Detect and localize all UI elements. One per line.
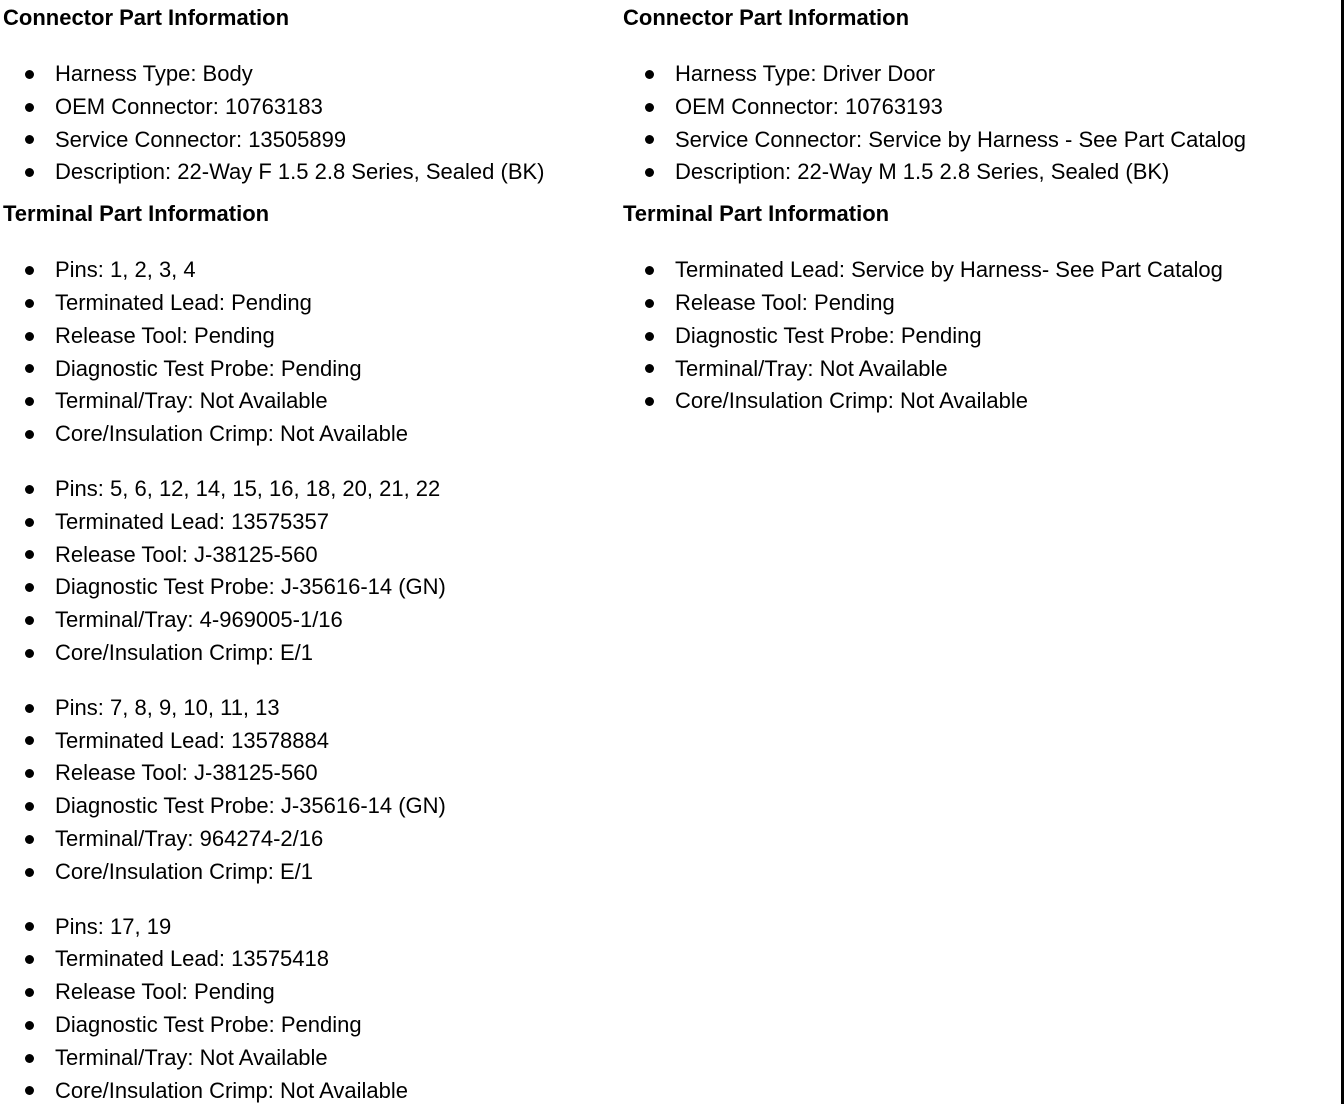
- list-item-text: Terminated Lead: Service by Harness- See Part Catalog: [675, 257, 1223, 283]
- terminal-part-info-section-left: [3, 200, 619, 1107]
- list-item: [3, 385, 619, 418]
- bullet-icon: [25, 364, 34, 373]
- bullet-icon: [645, 70, 654, 79]
- left-column: [3, 4, 619, 1107]
- list-item: [3, 91, 619, 124]
- bullet-icon: [25, 868, 34, 877]
- list-item-text: Core/Insulation Crimp: Not Available: [675, 388, 1028, 414]
- list-item: [3, 58, 619, 91]
- list-item: [623, 124, 1335, 157]
- list-item: [623, 58, 1335, 91]
- list-item-text: Terminated Lead: Pending: [55, 289, 312, 315]
- list-item: [623, 320, 1335, 353]
- list-item: [3, 911, 619, 944]
- list-item-text: Core/Insulation Crimp: Not Available: [55, 421, 408, 447]
- list-item-text: Pins: 17, 19: [55, 913, 172, 939]
- bullet-icon: [645, 135, 654, 144]
- list-item: [3, 571, 619, 604]
- list-item: [3, 254, 619, 287]
- terminal-group-2: [3, 473, 619, 670]
- bullet-icon: [25, 397, 34, 406]
- list-item-text: Core/Insulation Crimp: Not Available: [55, 1077, 408, 1103]
- list-item-text: Release Tool: J-38125-560: [55, 760, 318, 786]
- list-item-text: Diagnostic Test Probe: J-35616-14 (GN): [55, 793, 446, 819]
- list-item-text: Diagnostic Test Probe: Pending: [55, 1011, 362, 1037]
- list-item: [3, 506, 619, 539]
- list-item-text: Core/Insulation Crimp: E/1: [55, 858, 313, 884]
- list-item: [3, 1075, 619, 1107]
- list-item-text: Terminal/Tray: Not Available: [675, 355, 948, 381]
- list-item-text: Terminal/Tray: 4-969005-1/16: [55, 607, 343, 633]
- bullet-icon: [25, 299, 34, 308]
- list-item-text: Pins: 5, 6, 12, 14, 15, 16, 18, 20, 21, 22: [55, 475, 441, 501]
- list-item: [3, 823, 619, 856]
- connector-part-info-section-left: [3, 4, 619, 189]
- terminal-part-info-heading: Terminal Part Information: [3, 201, 270, 227]
- list-item: [3, 637, 619, 670]
- list-item-text: Release Tool: Pending: [675, 289, 895, 315]
- bullet-icon: [645, 332, 654, 341]
- list-item: [3, 124, 619, 157]
- bullet-icon: [25, 769, 34, 778]
- list-item: [3, 790, 619, 823]
- bullet-icon: [25, 70, 34, 79]
- list-item: [3, 856, 619, 889]
- list-item-text: Terminated Lead: 13575418: [55, 946, 329, 972]
- terminal-group-1: [3, 254, 619, 451]
- list-item-text: Pins: 1, 2, 3, 4: [55, 257, 196, 283]
- list-item: [3, 320, 619, 353]
- bullet-icon: [25, 430, 34, 439]
- list-item-text: Release Tool: J-38125-560: [55, 541, 318, 567]
- list-item: [3, 976, 619, 1009]
- list-item: [3, 539, 619, 572]
- list-item: [623, 254, 1335, 287]
- list-item: [3, 1042, 619, 1075]
- list-item: [3, 473, 619, 506]
- connector-info-list: [623, 58, 1335, 189]
- list-item: [3, 725, 619, 758]
- bullet-icon: [645, 299, 654, 308]
- bullet-icon: [25, 266, 34, 275]
- bullet-icon: [25, 1054, 34, 1063]
- bullet-icon: [645, 397, 654, 406]
- list-item-text: Terminal/Tray: Not Available: [55, 1044, 328, 1070]
- list-item-text: Harness Type: Driver Door: [675, 61, 936, 86]
- bullet-icon: [645, 103, 654, 112]
- list-item: [3, 943, 619, 976]
- list-item: [623, 353, 1335, 386]
- right-column: [623, 4, 1335, 418]
- list-item-text: Diagnostic Test Probe: J-35616-14 (GN): [55, 574, 446, 600]
- list-item: [623, 156, 1335, 189]
- bullet-icon: [25, 583, 34, 592]
- list-item: [3, 692, 619, 725]
- bullet-icon: [25, 485, 34, 494]
- list-item-text: Release Tool: Pending: [55, 322, 275, 348]
- list-item-text: Service Connector: 13505899: [55, 126, 347, 152]
- list-item: [3, 757, 619, 790]
- list-item-text: Pins: 7, 8, 9, 10, 11, 13: [55, 694, 280, 720]
- list-item: [623, 385, 1335, 418]
- list-item-text: Diagnostic Test Probe: Pending: [675, 322, 982, 348]
- bullet-icon: [25, 135, 34, 144]
- list-item: [3, 353, 619, 386]
- list-item-text: Terminated Lead: 13575357: [55, 508, 329, 534]
- bullet-icon: [25, 802, 34, 811]
- list-item-text: Terminated Lead: 13578884: [55, 727, 329, 753]
- terminal-group-4: [3, 911, 619, 1107]
- list-item-text: Core/Insulation Crimp: E/1: [55, 639, 313, 665]
- list-item: [3, 156, 619, 189]
- bullet-icon: [25, 332, 34, 341]
- list-item: [3, 604, 619, 637]
- connector-info-list: [3, 58, 619, 189]
- list-item-text: Terminal/Tray: Not Available: [55, 388, 328, 414]
- list-item-text: Description: 22-Way M 1.5 2.8 Series, Sealed (BK): [675, 159, 1170, 185]
- terminal-part-info-section-right: [623, 200, 1335, 418]
- bullet-icon: [25, 736, 34, 745]
- terminal-group-3: [3, 692, 619, 889]
- bullet-icon: [25, 168, 34, 177]
- bullet-icon: [25, 955, 34, 964]
- bullet-icon: [25, 649, 34, 658]
- list-item: [623, 91, 1335, 124]
- bullet-icon: [645, 266, 654, 275]
- bullet-icon: [25, 835, 34, 844]
- bullet-icon: [25, 1086, 34, 1095]
- bullet-icon: [25, 616, 34, 625]
- list-item-text: Service Connector: Service by Harness - See Part Catalog: [675, 126, 1247, 152]
- bullet-icon: [645, 168, 654, 177]
- bullet-icon: [25, 518, 34, 527]
- list-item-text: Harness Type: Body: [55, 61, 253, 86]
- bullet-icon: [645, 364, 654, 373]
- list-item: [3, 1009, 619, 1042]
- list-item-text: OEM Connector: 10763183: [55, 93, 323, 119]
- bullet-icon: [25, 988, 34, 997]
- list-item-text: Release Tool: Pending: [55, 979, 275, 1005]
- terminal-part-info-heading: Terminal Part Information: [623, 201, 890, 227]
- list-item: [3, 418, 619, 451]
- terminal-group-1: [623, 254, 1335, 418]
- bullet-icon: [25, 103, 34, 112]
- list-item: [3, 287, 619, 320]
- bullet-icon: [25, 704, 34, 713]
- bullet-icon: [25, 1021, 34, 1030]
- bullet-icon: [25, 922, 34, 931]
- connector-part-info-section-right: [623, 4, 1335, 189]
- list-item-text: Description: 22-Way F 1.5 2.8 Series, Sealed (BK): [55, 159, 545, 185]
- list-item-text: Terminal/Tray: 964274-2/16: [55, 825, 324, 851]
- bullet-icon: [25, 550, 34, 559]
- list-item-text: OEM Connector: 10763193: [675, 93, 943, 119]
- list-item: [623, 287, 1335, 320]
- connector-part-info-heading: Connector Part Information: [3, 5, 290, 30]
- list-item-text: Diagnostic Test Probe: Pending: [55, 355, 362, 381]
- connector-part-info-heading: Connector Part Information: [623, 5, 910, 30]
